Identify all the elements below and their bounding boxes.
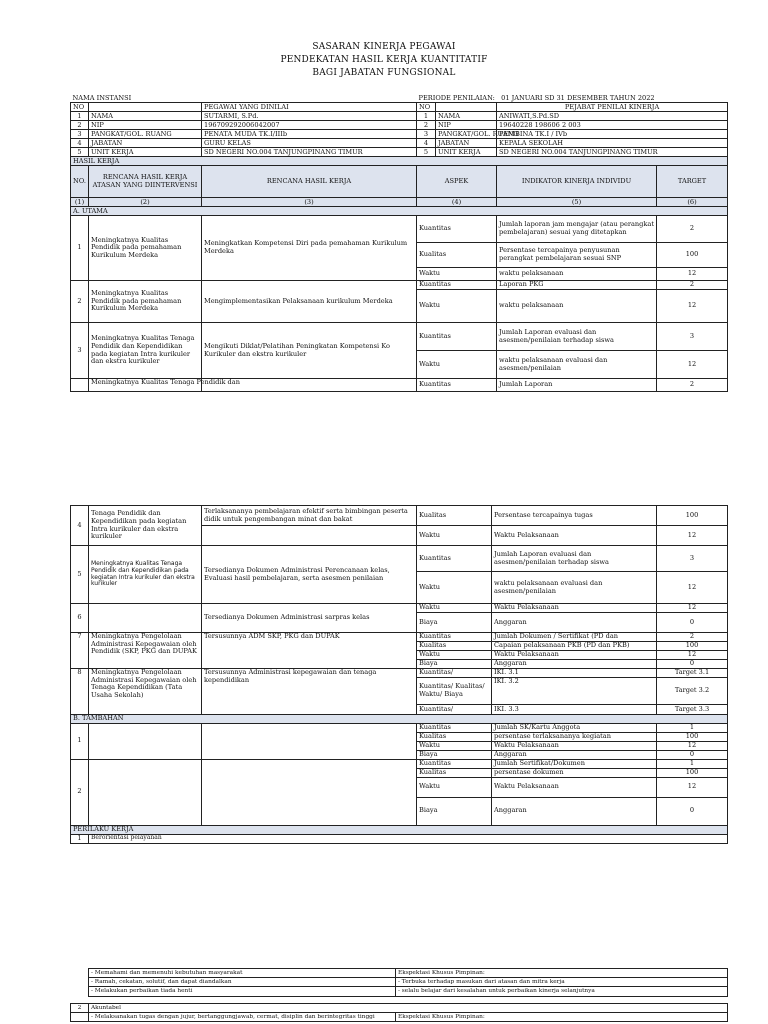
pegawai-header: PEGAWAI YANG DINILAI: [202, 103, 417, 112]
table-row: Waktu waktu pelaksanaan evaluasi dan asesmen/penilaian 12: [71, 572, 728, 604]
ekspektasi-item: - Terbuka terhadap masukan dari atasan dan mitra kerja: [396, 978, 728, 987]
periode: PERIODE PENILAIAN: 01 JANUARI SD 31 DESEMBER TAHUN 2022: [418, 94, 655, 102]
table-row: Waktu waktu pelaksanaan 12: [71, 290, 728, 323]
table-row: 7 Meningkatnya Pengelolaan Administrasi Kepegawaian oleh Pendidik (SKP, PKG dan DUPAK Tersusunnya ADM SKP, PKG dan DUPAK Kuantitas Jumlah Dokumen / Sertifikat (PD dan 2: [71, 633, 728, 642]
table-row: 1 Kuantitas Jumlah SK/Kartu Anggota 1: [71, 723, 728, 732]
column-numbers: (1) (2) (3) (4) (5) (6): [71, 198, 728, 207]
info-row: 1 NAMA SUTARMI, S.Pd. 1 NAMA ANIWATI,S.Pd.SD: [71, 112, 728, 121]
table-row: 2 Meningkatnya Kualitas Pendidik pada pemahaman Kurikulum Merdeka Mengimplementasikan Pelaksanaan kurikulum Merdeka Kuantitas Laporan PKG 2: [71, 281, 728, 290]
doc-subtitle: PENDEKATAN HASIL KERJA KUANTITATIF: [280, 55, 488, 65]
table-row: Waktu waktu pelaksanaan evaluasi dan asesmen/penilaian 12: [71, 351, 728, 379]
ekspektasi-item: - selalu belajar dari kesalahan untuk perbaikan kinerja selanjutnya: [396, 987, 728, 997]
table-row: 5 Meningkatnya Kualitas Tenaga Pendidik dan Kependidikan pada kegiatan Intra kurikuler dan ekstra kurikuler Tersedianya Dokumen Administrasi Perencanaan kelas, Evaluasi hasil pembelajaran, serta asesmen penilaian Kuantitas Jumlah Laporan evaluasi dan asesmen/penilaian terhadap siswa 3: [71, 546, 728, 572]
tambahan-label: B. TAMBAHAN: [71, 715, 728, 724]
utama-label: A. UTAMA: [71, 207, 728, 216]
no-header: NO: [71, 103, 89, 112]
skp-table-page-2: [70, 505, 728, 844]
perilaku-title: Akuntabel: [89, 1004, 728, 1013]
table-row: Kuantitas/ Kualitas/ Waktu/ Biaya IKI. 3.2 Target 3.2: [71, 678, 728, 705]
table-row: 6 Tersedianya Dokumen Administrasi sarpras kelas Waktu Waktu Pelaksanaan 12: [71, 604, 728, 613]
table-row: Waktu Waktu Pelaksanaan 12: [71, 741, 728, 750]
table-row: Biaya Anggaran 0: [71, 660, 728, 669]
table-row: Kuantitas/ IKI. 3.3 Target 3.3: [71, 705, 728, 715]
table-row: Kualitas Persentase tercapainya penyusunan perangkat pembelajaran sesuai SNP 100: [71, 243, 728, 268]
perilaku-kerja-label: PERILAKU KERJA: [71, 825, 728, 834]
ekspektasi-title: Ekspektasi Khusus Pimpinan:: [396, 969, 728, 978]
doc-title: SASARAN KINERJA PEGAWAI: [312, 42, 456, 52]
table-row: 8 Meningkatnya Pengelolaan Administrasi Kepegawaian oleh Tenaga Kependidikan (Tata Usaha Sekolah) Tersusunnya Administrasi kepegawaian dan tenaga kependidikan Kuantitas/ IKI. 3.1 Target 3.1: [71, 669, 728, 678]
table-row: Waktu Waktu Pelaksanaan 12: [71, 651, 728, 660]
info-row: 2 NIP 196709292006042007 2 NIP 19640228 198606 2 003: [71, 121, 728, 130]
perilaku-criteria: - Melaksanakan tugas dengan jujur, bertanggungjawab, cermat, disiplin dan berintegritas tinggi: [89, 1013, 396, 1022]
perilaku-criteria: - Memahami dan memenuhi kebutuhan masyarakat: [89, 969, 396, 978]
hasil-kerja-label: HASIL KERJA: [71, 157, 728, 166]
perilaku-no: 2: [71, 1004, 89, 1013]
table-row: Kualitas persentase terlaksananya kegiatan 100: [71, 732, 728, 741]
perilaku-criteria: - Melakukan perbaikan tiada henti: [89, 987, 396, 997]
table-row: Waktu Waktu Pelaksanaan 12: [71, 777, 728, 797]
table-row: Biaya Anggaran 0: [71, 613, 728, 633]
table-row: Biaya Anggaran 0: [71, 797, 728, 825]
info-row: 5 UNIT KERJA SD NEGERI NO.004 TANJUNGPINANG TIMUR 5 UNIT KERJA SD NEGERI NO.004 TANJUNGPINANG TIMUR: [71, 148, 728, 157]
table-row: 1 Meningkatnya Kualitas Pendidik pada pemahaman Kurikulum Merdeka Meningkatkan Kompetensi Diri pada pemahaman Kurikulum Merdeka Kuantitas Jumlah laporan jam mengajar (atau perangkat pembelajaran) sesuai yang ditetapkan 2: [71, 216, 728, 243]
skp-table-page-1: NAMA INSTANSI PERIODE PENILAIAN: 01 JANUARI SD 31 DESEMBER TAHUN 2022 NO PEGAWAI YANG DINILAI NO PEJABAT PENILAI KINERJA 1 NAMA SUTARMI, S.Pd. 1 NAMA ANIWATI,S.Pd.SD 2 NIP 196709292006042007 2 NIP 19640228 198606 2 003 3 PANGKAT/GOL. RUANG PENATA MUDA TK.I/IIIb 3 PANGKAT/GOL. RUANG PEMBINA TK.I / IVb 4 JABATAN GURU KELAS 4 JABATAN KEPALA SEKOLAH 5 UNIT KERJA SD NEGERI NO.004 TANJUNGPINANG TIMUR 5 UNIT KERJA SD NEGERI NO.004 TANJUNGPINANG TIMUR HASIL KERJA NO. RENCANA HASIL KERJA ATASAN YANG DIINTERVENSI RENCANA HASIL KERJA ASPEK INDIKATOR KINERJA INDIVIDU TARGET (1) (2) (3) (4) (5) (6) A. UTAMA 1 Meningkatnya Kualitas Pendidik pada pemahaman Kurikulum Merdeka Meningkatkan Kompetensi Diri pada pemahaman Kurikulum Merdeka Kuantitas Jumlah laporan jam mengajar (atau perangkat pembelajaran) sesuai yang ditetapkan 2 Kualitas Persentase tercapainya penyusunan perangkat pembelajaran sesuai SNP 100 Waktu waktu pelaksanaan 12 2 Meningkatnya Kualitas Pendidik pada pemahaman Kurikulum Merdeka Mengimplementasikan Pelaksanaan kurikulum Merdeka Kuantitas Laporan PKG 2 Waktu waktu pelaksanaan 12 3 Meningkatnya Kualitas Tenaga Pendidik dan Kependidikan pada kegiatan Intra kurikuler dan ekstra kurikuler Mengikuti Diklat/Pelatihan Peningkatan Kompetensi Ko Kurikuler dan ekstra kurikuler Kuantitas Jumlah Laporan evaluasi dan asesmen/penilaian terhadap siswa 3 Waktu waktu pelaksanaan evaluasi dan asesmen/penilaian 12 Meningkatnya Kualitas Tenaga Pendidik dan Kuantitas Jumlah Laporan 2: [70, 94, 728, 392]
table-row: Kualitas Capaian pelaksanaan PKB (PD dan PKB) 100: [71, 642, 728, 651]
pejabat-header: PEJABAT PENILAI KINERJA: [497, 103, 728, 112]
table-row: Waktu Waktu Pelaksanaan 12: [71, 526, 728, 546]
instansi-label: NAMA INSTANSI: [72, 94, 132, 102]
doc-subtitle-2: BAGI JABATAN FUNGSIONAL: [312, 68, 456, 78]
table-row: Kualitas persentase dokumen 100: [71, 768, 728, 777]
perilaku-criteria: - Ramah, cekatan, solutif, dan dapat diandalkan: [89, 978, 396, 987]
table-row: 2 Kuantitas Jumlah Sertifikat/Dokumen 1: [71, 759, 728, 768]
table-row: Biaya Anggaran 0: [71, 750, 728, 759]
info-row: 3 PANGKAT/GOL. RUANG PENATA MUDA TK.I/IIIb 3 PANGKAT/GOL. RUANG PEMBINA TK.I / IVb: [71, 130, 728, 139]
perilaku-table: [88, 968, 728, 997]
table-row: 4 Tenaga Pendidik dan Kependidikan pada kegiatan Intra kurikuler dan ekstra kurikuler Terlaksananya pembelajaran efektif serta bimbingan peserta didik untuk pengembangan minat dan bakat Kualitas Persentase tercapainya tugas 100: [71, 506, 728, 526]
table-row: Meningkatnya Kualitas Tenaga Pendidik dan Kuantitas Jumlah Laporan 2: [71, 379, 728, 392]
info-row: 4 JABATAN GURU KELAS 4 JABATAN KEPALA SEKOLAH: [71, 139, 728, 148]
perilaku-row: 1 Berorientasi pelayanan: [71, 834, 728, 843]
perilaku-table-2: [70, 1003, 728, 1022]
table-header: NO. RENCANA HASIL KERJA ATASAN YANG DIINTERVENSI RENCANA HASIL KERJA ASPEK INDIKATOR KINERJA INDIVIDU TARGET: [71, 166, 728, 198]
table-row: 3 Meningkatnya Kualitas Tenaga Pendidik dan Kependidikan pada kegiatan Intra kurikuler dan ekstra kurikuler Mengikuti Diklat/Pelatihan Peningkatan Kompetensi Ko Kurikuler dan ekstra kurikuler Kuantitas Jumlah Laporan evaluasi dan asesmen/penilaian terhadap siswa 3: [71, 323, 728, 351]
table-row: Waktu waktu pelaksanaan 12: [71, 268, 728, 281]
ekspektasi-title: Ekspektasi Khusus Pimpinan:: [396, 1013, 728, 1022]
